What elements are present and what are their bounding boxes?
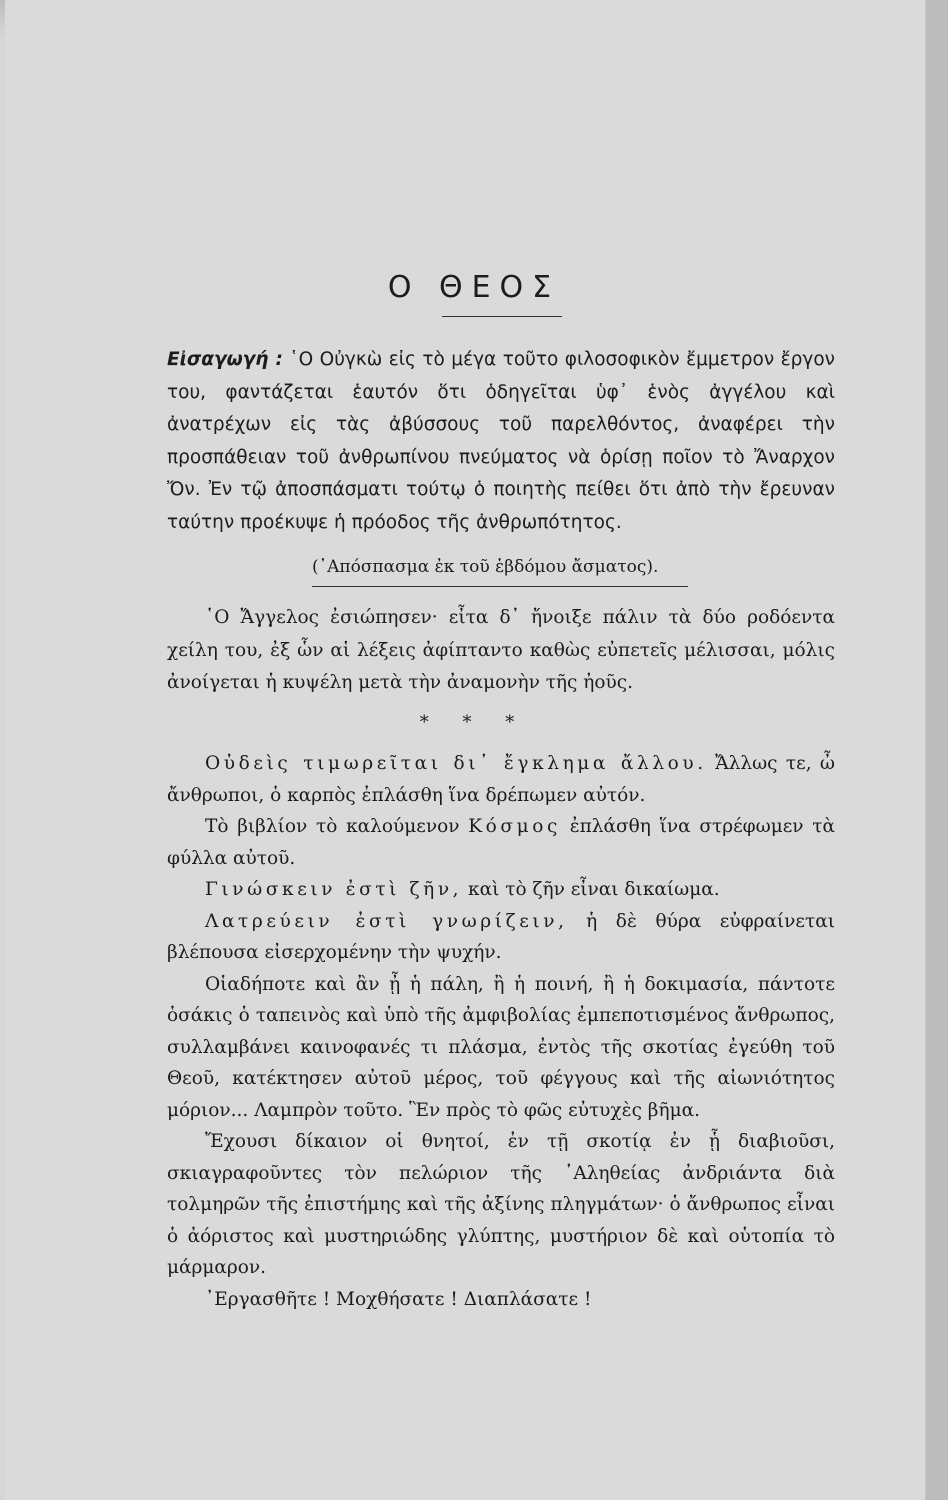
poem-opening [167, 602, 835, 700]
caption-divider [312, 586, 688, 587]
paragraph-3 [167, 874, 835, 906]
title-divider [442, 316, 562, 317]
introduction [167, 344, 835, 539]
paragraph-4 [167, 906, 835, 969]
paragraph-2 [167, 811, 835, 874]
page-title: Ο ΘΕΟΣ [387, 270, 561, 305]
p2-before: Τὸ βιβλίον τὸ καλούμενον [205, 816, 460, 837]
p3-rest: καὶ τὸ ζῆν εἶναι δικαίωμα. [468, 879, 720, 900]
page-right-edge [926, 0, 948, 1500]
p4-rest: ἡ δὲ θύρα εὐφραίνεται βλέπουσα εἰσερχομένην τὴν ψυχήν. [167, 910, 835, 963]
p3-spaced: Γινώσκειν ἐστὶ ζῆν, [205, 879, 463, 900]
p2-after: ἐπλάσθη ἵνα στρέφωμεν τὰ φύλλα αὐτοῦ. [167, 816, 836, 869]
paragraph-5: Οἱαδήποτε καὶ ἂν ᾖ ἡ πάλη, ἢ ἡ ποινή, ἢ ἡ δοκιμασία, πάντοτε ὁσάκις ὁ ταπεινὸς καὶ ὑπὸ τῆς ἀμφιβολίας ἐμπεποτισμένος ἄνθρωπος, συλλαμβάνει καινοφανές τι πλάσμα, ἐντὸς τῆς σκοτίας ἐγεύθη τοῦ Θεοῦ, κατέκτησεν αὐτοῦ μέρος, τοῦ φέγγους καὶ τῆς αἰωνιότητος μόριον... Λαμπρὸν τοῦτο. Ἓν πρὸς τὸ φῶς εὐτυχὲς βῆμα. [167, 973, 835, 1121]
poem-paragraph: ῾Ο Ἄγγελος ἐσιώπησεν· εἶτα δ᾿ ἤνοιξε πάλιν τὰ δύο ροδόεντα χείλη του, ἐξ ὧν αἱ λέξεις ἀφίπταντο καθὼς εὐπετεῖς μέλισσαι, μόλις ἀνοίγεται ἡ κυψέλη μετὰ τὴν ἀναμονὴν τῆς ἠοῦς. [167, 607, 835, 693]
section-separator: * * * [419, 712, 529, 733]
intro-label: Εἰσαγωγή : [167, 349, 283, 370]
p1-rest: Ἄλλως τε, ὦ ἄνθρωποι, ὁ καρπὸς ἐπλάσθη ἵνα δρέπωμεν αὐτόν. [167, 753, 835, 806]
p4-spaced: Λατρεύειν ἐστὶ γνωρίζειν, [205, 910, 568, 932]
p2-spaced: Κόσμος [468, 816, 561, 837]
intro-text: ῾Ο Οὐγκὼ εἰς τὸ μέγα τοῦτο φιλοσοφικὸν ἔμμετρον ἔργον του, φαντάζεται ἑαυτόν ὅτι ὁδηγεῖται ὑφ᾿ ἑνὸς ἀγγέλου καὶ ἀνατρέχων εἰς τὰς ἀβύσσους τοῦ παρελθόντος, ἀναφέρει τὴν προσπάθειαν τοῦ ἀνθρωπίνου πνεύματος νὰ ὁρίσῃ ποῖον τὸ Ἄναρχον Ὄν. Ἐν τῷ ἀποσπάσματι τούτῳ ὁ ποιητὴς πείθει ὅτι ἀπὸ τὴν ἔρευναν ταύτην προέκυψε ἡ πρόοδος τῆς ἀνθρωπότητος. [167, 349, 835, 533]
excerpt-caption: (᾿Απόσπασμα ἐκ τοῦ ἑβδόμου ἄσματος). [312, 557, 659, 577]
paragraph-6: Ἔχουσι δίκαιον οἱ θνητοί, ἐν τῇ σκοτίᾳ ἐν ᾗ διαβιοῦσι, σκιαγραφοῦντες τὸν πελώριον τῆς ᾿Αληθείας ἀνδριάντα διὰ τολμηρῶν τῆς ἐπιστήμης καὶ τῆς ἀξίνης πληγμάτων· ὁ ἄνθρωπος εἶναι ὁ ἀόριστος καὶ μυστηριώδης γλύπτης, μυστήριον δὲ καὶ οὑτοπία τὸ μάρμαρον. [167, 1131, 835, 1278]
p1-spaced: Οὐδεὶς τιμωρεῖται δι᾿ ἔγκλημα ἄλλου. [205, 753, 707, 774]
angel-speech [167, 748, 835, 1315]
paragraph-1 [167, 748, 835, 811]
paragraph-7: ᾿Εργασθῆτε ! Μοχθήσατε ! Διαπλάσατε ! [205, 1288, 592, 1310]
